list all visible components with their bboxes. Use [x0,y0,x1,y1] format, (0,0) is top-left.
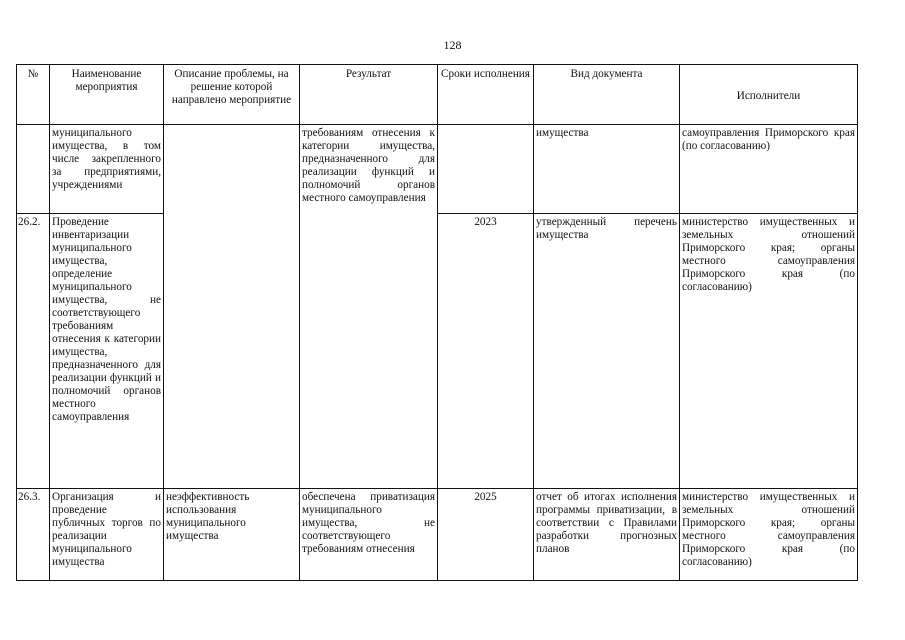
row-deadline: 2023 [438,214,534,489]
header-executors: Исполнители [680,65,858,125]
table-header-row [17,65,858,125]
row-executors: министерство имущественных и земельных отношений Приморского края; органы местного самоуправления Приморского края (по согласованию) [680,489,858,581]
row-doc-type: утвержденный перечень имущества [534,214,680,489]
table-row [17,489,858,581]
row-deadline [438,125,534,214]
row-result: обеспечена приватизация муниципального имущества, не соответствующего требованиям отнесения [300,489,438,581]
table-row [17,214,858,489]
row-executors: самоуправления Приморского края (по согласованию) [680,125,858,214]
row-result: требованиям отнесения к категории имущества, предназначенного для реализации функций и полномочий органов местного самоуправления [300,125,438,489]
row-problem: неэффективность использования муниципального имущества [164,489,300,581]
measures-table [16,64,858,581]
header-result: Результат [300,65,438,125]
header-doc-type: Вид документа [534,65,680,125]
table-row [17,125,858,214]
row-name: муниципального имущества, в том числе закрепленного за предприятиями, учреждениями [50,125,164,214]
row-problem [164,125,300,489]
row-num [17,125,50,214]
header-num: № [17,65,50,125]
row-doc-type: имущества [534,125,680,214]
header-deadline: Сроки исполнения [438,65,534,125]
page-number: 128 [443,38,462,52]
header-name: Наименование мероприятия [50,65,164,125]
header-problem: Описание проблемы, на решение которой направлено мероприятие [164,65,300,125]
row-doc-type: отчет об итогах исполнения программы приватизации, в соответствии с Правилами разработки прогнозных планов [534,489,680,581]
row-name: Организация и проведение публичных торгов по реализации муниципального имущества [50,489,164,581]
row-num: 26.3. [17,489,50,581]
row-num: 26.2. [17,214,50,489]
row-deadline: 2025 [438,489,534,581]
row-name: Проведение инвентаризации муниципального имущества, определение муниципального имущества, не соответствующего требованиям отнесения к категории имущества, предназначенного для реализации функций и полномочий органов местного самоуправления [50,214,164,489]
row-executors: министерство имущественных и земельных отношений Приморского края; органы местного самоуправления Приморского края (по согласованию) [680,214,858,489]
